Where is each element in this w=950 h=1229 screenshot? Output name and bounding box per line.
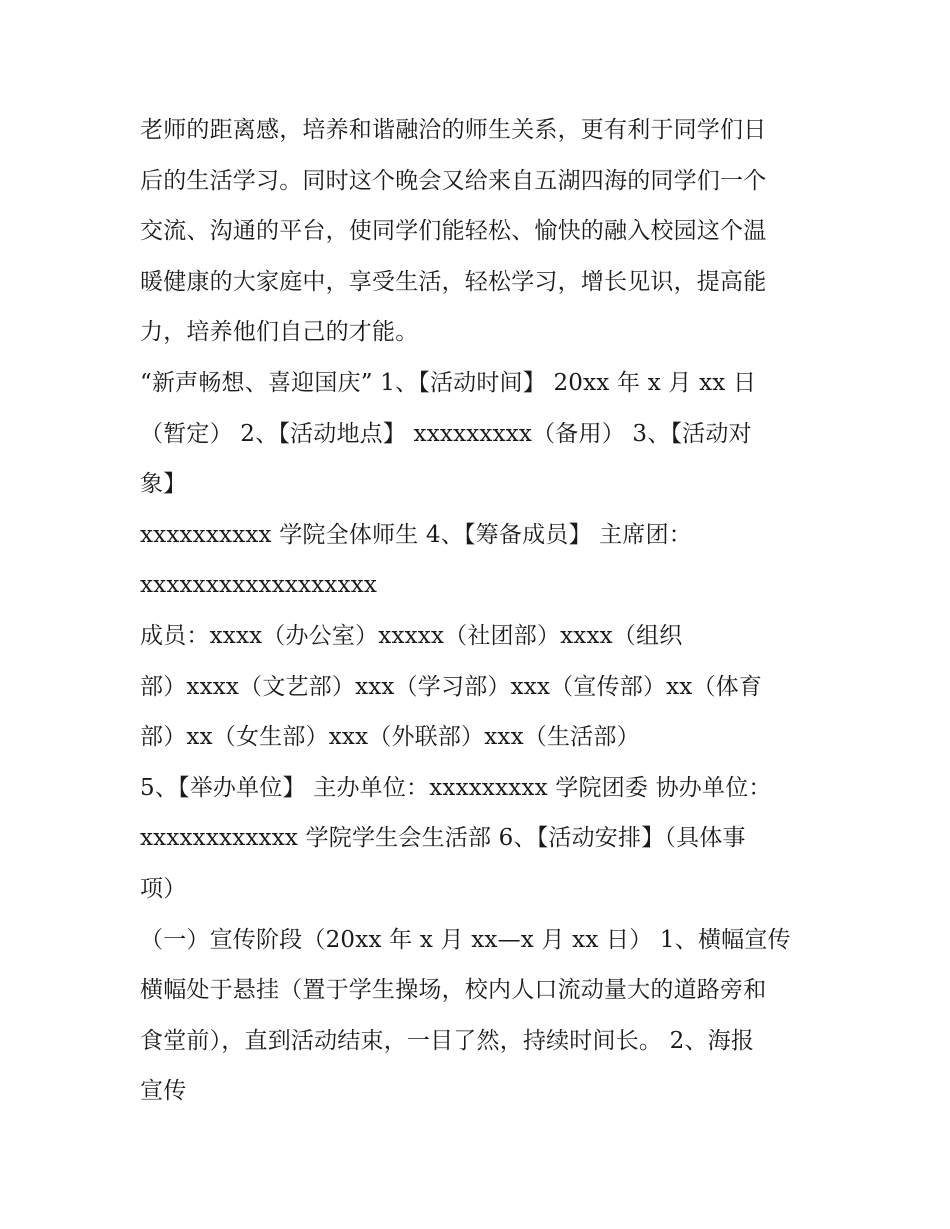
text-line: xxxxxxxxxxxx 学院学生会生活部 6、【活动安排】（具体事 <box>140 825 746 852</box>
text-line: （一）宣传阶段（20xx 年 x 月 xx—x 月 xx 日） 1、横幅宣传 <box>140 926 791 953</box>
text-line: 食堂前），直到活动结束，一目了然，持续时间长。 2、海报 <box>140 1027 755 1054</box>
text-line: 后的生活学习。同时这个晚会又给来自五湖四海的同学们一个 <box>140 167 767 194</box>
text-line: 象】 <box>140 471 187 498</box>
text-line: 暖健康的大家庭中，享受生活，轻松学习，增长见识，提高能 <box>140 268 767 295</box>
text-line: xxxxxxxxxx 学院全体师生 4、【筹备成员】 主席团： <box>140 521 692 548</box>
text-line: 成员：xxxx（办公室）xxxxx（社团部）xxxx（组织 <box>140 622 683 649</box>
text-line: 交流、沟通的平台，使同学们能轻松、愉快的融入校园这个温 <box>140 218 767 245</box>
document-page <box>140 105 820 1117</box>
text-line: 横幅处于悬挂（置于学生操场，校内人口流动量大的道路旁和 <box>140 977 767 1004</box>
text-line: 部）xx（女生部）xxx（外联部）xxx（生活部） <box>140 724 640 751</box>
text-line: 5、【举办单位】 主办单位：xxxxxxxxx 学院团委 协办单位： <box>140 774 772 801</box>
text-line: 宣传 <box>140 1078 187 1105</box>
text-line: 部）xxxx（文艺部）xxx（学习部）xxx（宣传部）xx（体育 <box>140 673 763 700</box>
text-line: “新声畅想、喜迎国庆” 1、【活动时间】 20xx 年 x 月 xx 日 <box>140 369 757 396</box>
text-line: （暂定） 2、【活动地点】 xxxxxxxxx（备用） 3、【活动对 <box>140 420 752 447</box>
text-line: 老师的距离感，培养和谐融洽的师生关系，更有利于同学们日 <box>140 117 767 143</box>
text-line: 力，培养他们自己的才能。 <box>140 319 419 346</box>
text-line: 项） <box>140 875 187 902</box>
text-line: xxxxxxxxxxxxxxxxxx <box>140 572 378 599</box>
